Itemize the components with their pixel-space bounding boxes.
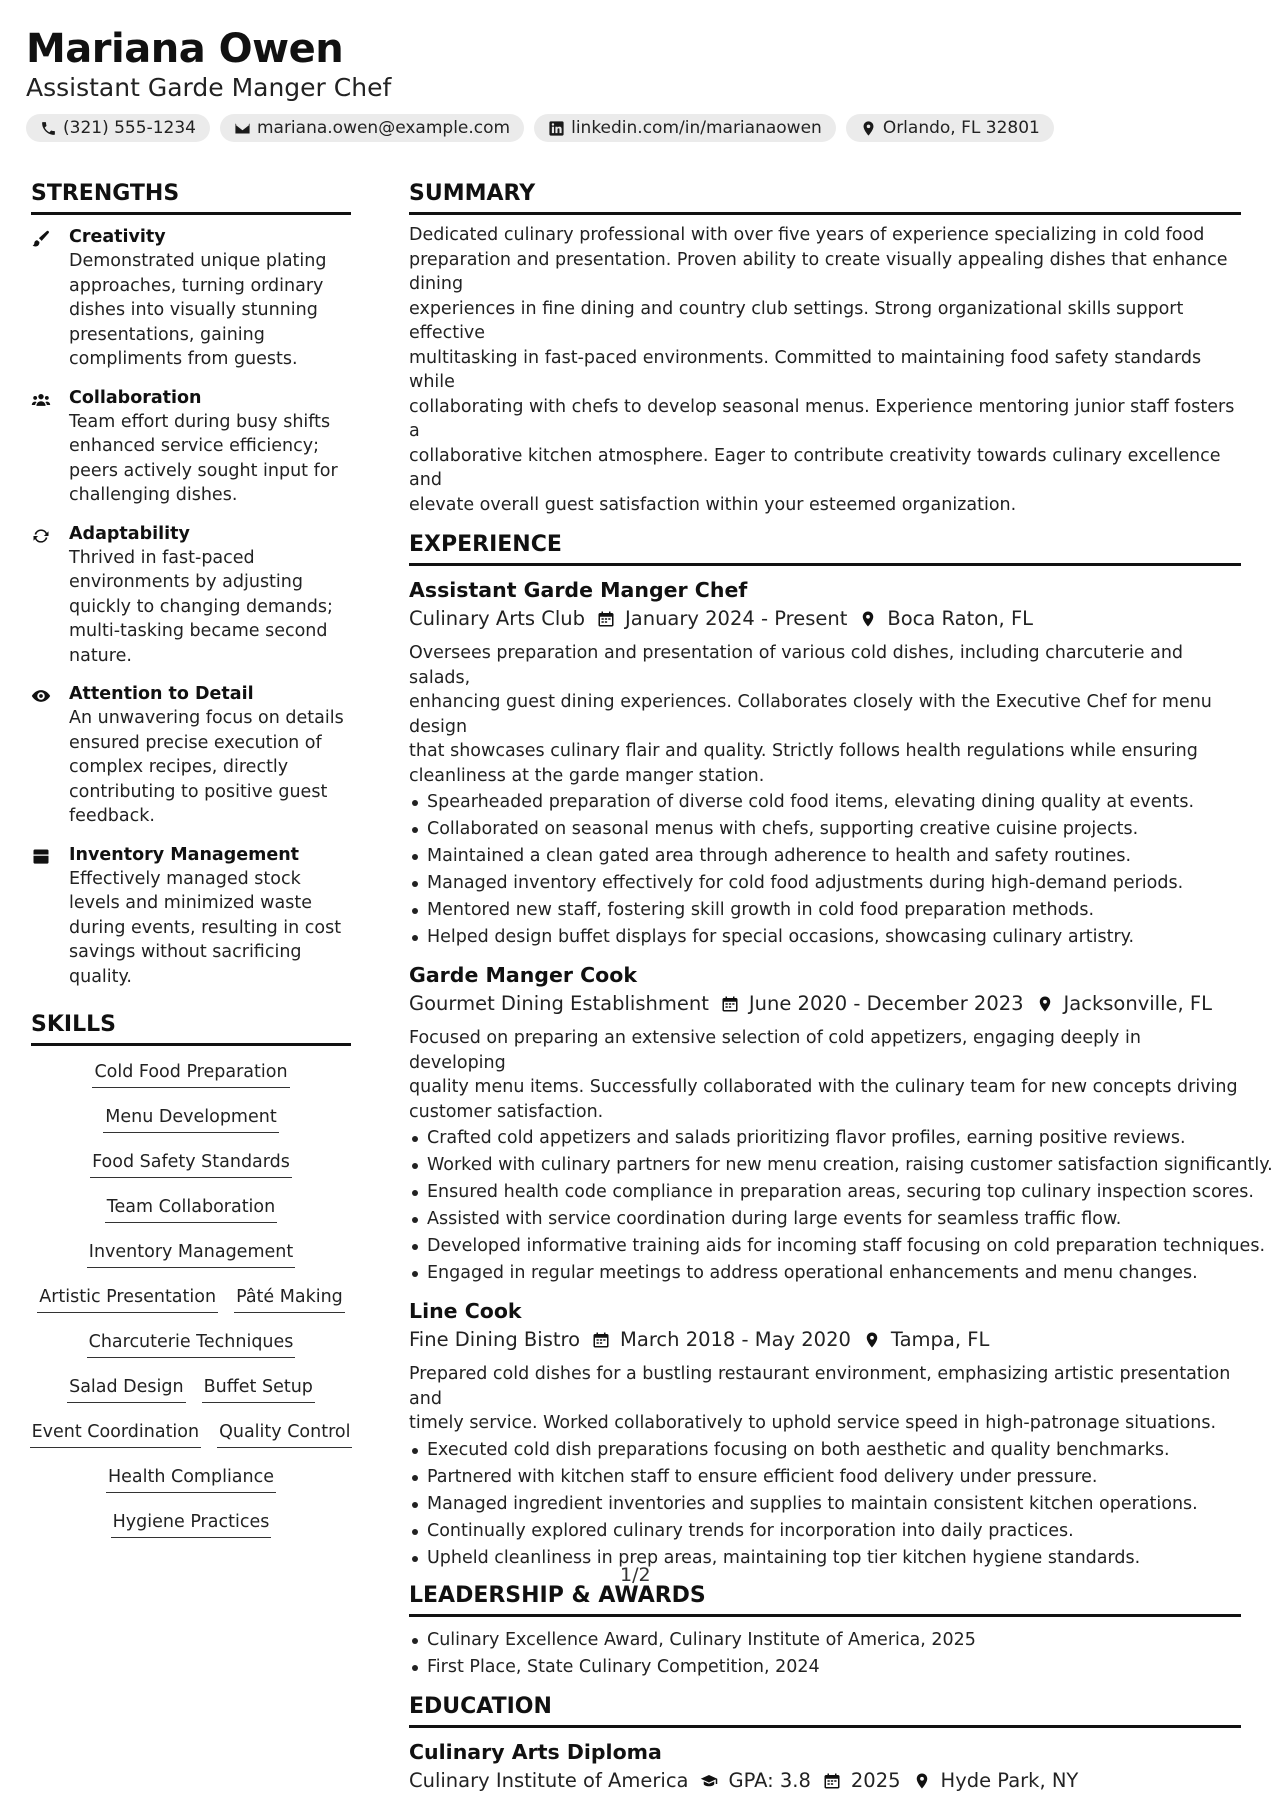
page-number: 1/2 (620, 1564, 651, 1586)
graduation-cap-icon (700, 1772, 718, 1790)
envelope-icon (234, 120, 251, 137)
skill-tag: Event Coordination (30, 1420, 202, 1448)
job-title: Line Cook (409, 1299, 522, 1323)
strength-desc: Thrived in fast-paced environments by adjusting quickly to changing demands; multi-tasking became second nature. (69, 547, 333, 666)
map-pin-icon (913, 1772, 931, 1790)
awards-heading: LEADERSHIP & AWARDS (409, 1582, 1241, 1617)
job-desc-line: Prepared cold dishes for a bustling restaurant environment, emphasizing artistic presentation and (409, 1364, 1231, 1409)
location-text: Orlando, FL 32801 (882, 118, 1040, 138)
resume-header (26, 24, 1246, 142)
candidate-name: Mariana Owen (26, 26, 344, 72)
strength-item (31, 682, 351, 829)
left-column (31, 180, 351, 1551)
job-bullet: Partnered with kitchen staff to ensure efficient food delivery under pressure. (409, 1464, 1241, 1491)
job-bullet: Helped design buffet displays for special occasions, showcasing culinary artistry. (409, 924, 1241, 951)
job-bullet: Worked with culinary partners for new menu creation, raising customer satisfaction significantly. (409, 1152, 1241, 1179)
job-desc-line: enhancing guest dining experiences. Collaborates closely with the Executive Chef for menu design (409, 692, 1212, 737)
job-bullet: Continually explored culinary trends for incorporation into daily practices. (409, 1518, 1241, 1545)
email-text: mariana.owen@example.com (256, 118, 511, 138)
skill-tag: Cold Food Preparation (92, 1060, 289, 1088)
job-bullet: Spearheaded preparation of diverse cold food items, elevating dining quality at events. (409, 789, 1241, 816)
job-entry (409, 1297, 1241, 1572)
education-entry (409, 1738, 1241, 1796)
job-description (409, 1026, 1241, 1124)
calendar-icon (592, 1331, 610, 1349)
location-chip (846, 114, 1054, 142)
map-pin-icon (860, 120, 877, 137)
strength-title: Attention to Detail (69, 684, 254, 704)
skill-tag: Buffet Setup (202, 1375, 315, 1403)
job-company: Culinary Arts Club (409, 607, 586, 630)
summary-text (409, 223, 1241, 517)
strength-item (31, 386, 351, 508)
award-item: First Place, State Culinary Competition, 2024 (409, 1654, 1241, 1681)
job-bullet: Upheld cleanliness in prep areas, maintaining top tier kitchen hygiene standards. (409, 1545, 1241, 1572)
linkedin-chip[interactable] (534, 114, 836, 142)
phone-text: (321) 555-1234 (63, 118, 196, 138)
job-location: Boca Raton, FL (887, 607, 1034, 630)
job-bullet: Managed ingredient inventories and supplies to maintain consistent kitchen operations. (409, 1491, 1241, 1518)
calendar-icon (721, 995, 739, 1013)
calendar-icon (823, 1772, 841, 1790)
job-bullet: Executed cold dish preparations focusing on both aesthetic and quality benchmarks. (409, 1437, 1241, 1464)
gpa-text: GPA: 3.8 (728, 1768, 811, 1792)
job-desc-line: Oversees preparation and presentation of various cold dishes, including charcuterie and salads, (409, 643, 1184, 688)
experience-heading: EXPERIENCE (409, 531, 1241, 566)
strength-item (31, 522, 351, 669)
summary-heading: SUMMARY (409, 180, 1241, 215)
skill-tag: Pâté Making (234, 1285, 345, 1313)
skill-tag: Health Compliance (106, 1465, 276, 1493)
job-meta (409, 989, 1241, 1019)
job-desc-line: that showcases culinary flair and quality. Strictly follows health regulations while ensuring (409, 741, 1198, 761)
skill-tag: Salad Design (67, 1375, 186, 1403)
job-description (409, 641, 1241, 788)
job-entry (409, 576, 1241, 951)
candidate-headline: Assistant Garde Manger Chef (26, 73, 392, 102)
job-dates: March 2018 - May 2020 (620, 1328, 851, 1351)
skills-heading: SKILLS (31, 1011, 351, 1046)
strength-desc: Team effort during busy shifts enhanced service efficiency; peers actively sought input for challenging dishes. (69, 411, 338, 505)
skill-tag: Inventory Management (87, 1240, 295, 1268)
eye-icon (31, 686, 51, 706)
job-desc-line: quality menu items. Successfully collaborated with the culinary team for new concepts driving (409, 1077, 1238, 1097)
strengths-heading: STRENGTHS (31, 180, 351, 215)
job-dates: January 2024 - Present (625, 607, 848, 630)
linkedin-text: linkedin.com/in/marianaowen (571, 118, 822, 138)
awards-list (409, 1627, 1241, 1681)
job-bullet: Maintained a clean gated area through adherence to health and safety routines. (409, 843, 1241, 870)
job-bullet: Developed informative training aids for incoming staff focusing on cold preparation techniques. (409, 1233, 1241, 1260)
map-pin-icon (1036, 995, 1054, 1013)
award-item: Culinary Excellence Award, Culinary Institute of America, 2025 (409, 1627, 1241, 1654)
school-name: Culinary Institute of America (409, 1768, 689, 1792)
job-company: Gourmet Dining Establishment (409, 992, 709, 1015)
job-title: Garde Manger Cook (409, 963, 637, 987)
strength-title: Adaptability (69, 523, 190, 544)
job-bullet: Collaborated on seasonal menus with chefs, supporting creative cuisine projects. (409, 816, 1241, 843)
job-bullets (409, 789, 1241, 951)
skill-tag: Team Collaboration (105, 1195, 277, 1223)
summary-line: collaborating with chefs to develop seasonal menus. Experience mentoring junior staff fosters a (409, 396, 1235, 441)
skills-list (31, 1056, 351, 1551)
job-bullet: Crafted cold appetizers and salads prioritizing flavor profiles, earning positive reviews. (409, 1125, 1241, 1152)
skill-tag: Hygiene Practices (111, 1510, 272, 1538)
job-meta (409, 604, 1241, 634)
skill-tag: Menu Development (103, 1105, 278, 1133)
job-desc-line: timely service. Worked collaboratively to uphold service speed in high-patronage situations. (409, 1413, 1217, 1433)
job-bullet: Mentored new staff, fostering skill growth in cold food preparation methods. (409, 897, 1241, 924)
strength-title: Inventory Management (69, 844, 300, 865)
job-location: Tampa, FL (890, 1328, 990, 1351)
job-bullets (409, 1437, 1241, 1572)
job-meta (409, 1325, 1241, 1355)
summary-line: preparation and presentation. Proven ability to create visually appealing dishes that enhance dining (409, 249, 1228, 294)
education-meta (409, 1766, 1241, 1796)
job-description (409, 1362, 1241, 1436)
job-entry (409, 961, 1273, 1287)
phone-icon (40, 120, 57, 137)
users-icon (31, 390, 51, 410)
strength-desc: Effectively managed stock levels and minimized waste during events, resulting in cost savings without sacrificing quality. (69, 868, 342, 987)
summary-line: Dedicated culinary professional with over five years of experience specializing in cold food (409, 225, 1205, 245)
skill-tag: Artistic Presentation (37, 1285, 218, 1313)
job-dates: June 2020 - December 2023 (748, 992, 1024, 1015)
job-desc-line: cleanliness at the garde manger station. (409, 765, 765, 786)
job-desc-line: Focused on preparing an extensive selection of cold appetizers, engaging deeply in developing (409, 1028, 1141, 1073)
job-location: Jacksonville, FL (1063, 992, 1212, 1015)
skill-tag: Food Safety Standards (90, 1150, 292, 1178)
strength-item (31, 225, 351, 372)
contact-bar (26, 114, 1246, 142)
job-bullet: Managed inventory effectively for cold food adjustments during high-demand periods. (409, 870, 1241, 897)
graduation-year: 2025 (850, 1768, 901, 1792)
phone-chip[interactable] (26, 114, 210, 142)
map-pin-icon (859, 610, 877, 628)
strength-desc: An unwavering focus on details ensured precise execution of complex recipes, directly contributing to positive guest feedback. (69, 708, 344, 826)
paintbrush-icon (31, 229, 51, 249)
strength-title: Collaboration (69, 387, 202, 408)
strength-desc: Demonstrated unique plating approaches, turning ordinary dishes into visually stunning presentations, gaining compliments from guests. (69, 251, 327, 369)
strength-item (31, 843, 351, 990)
linkedin-icon (548, 120, 565, 137)
job-bullet: Engaged in regular meetings to address operational enhancements and menu changes. (409, 1260, 1241, 1287)
skill-tag: Quality Control (217, 1420, 352, 1448)
job-bullet: Assisted with service coordination during large events for seamless traffic flow. (409, 1206, 1241, 1233)
skill-tag: Charcuterie Techniques (87, 1330, 296, 1358)
job-bullets (409, 1125, 1273, 1287)
summary-line: collaborative kitchen atmosphere. Eager to contribute creativity towards culinary excellence and (409, 445, 1221, 490)
summary-line: multitasking in fast-paced environments. Committed to maintaining food safety standards while (409, 347, 1202, 392)
education-heading: EDUCATION (409, 1693, 1241, 1728)
box-icon (31, 847, 51, 867)
summary-line: experiences in fine dining and country club settings. Strong organizational skills support effective (409, 298, 1184, 343)
job-company: Fine Dining Bistro (409, 1328, 581, 1351)
summary-line: elevate overall guest satisfaction within your esteemed organization. (409, 494, 1017, 515)
sync-icon (31, 526, 51, 546)
map-pin-icon (863, 1331, 881, 1349)
calendar-icon (597, 610, 615, 628)
right-column (409, 180, 1273, 1806)
degree-title: Culinary Arts Diploma (409, 1739, 662, 1764)
school-location: Hyde Park, NY (940, 1768, 1079, 1792)
strength-title: Creativity (69, 227, 166, 247)
job-desc-line: customer satisfaction. (409, 1101, 604, 1122)
email-chip[interactable] (220, 114, 524, 142)
job-title: Assistant Garde Manger Chef (409, 578, 748, 602)
job-bullet: Ensured health code compliance in preparation areas, securing top culinary inspection scores. (409, 1179, 1241, 1206)
